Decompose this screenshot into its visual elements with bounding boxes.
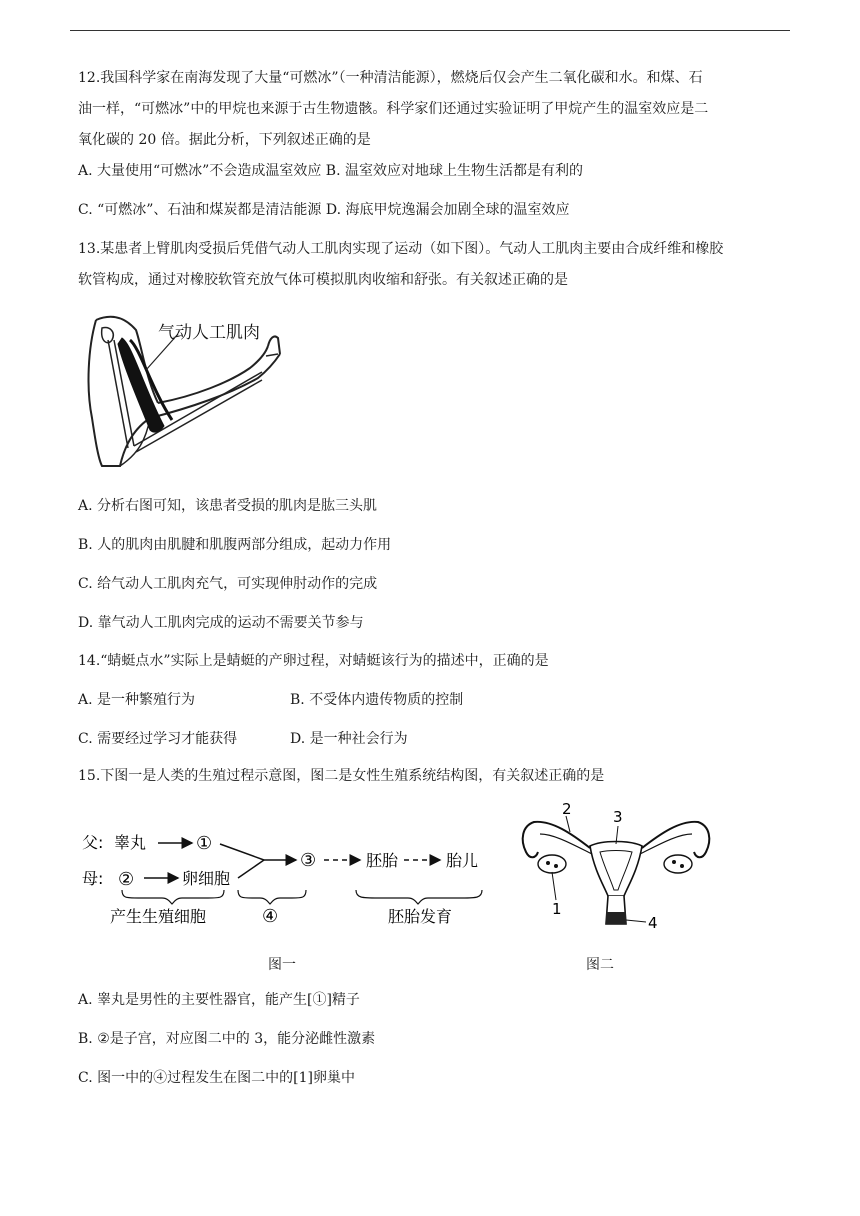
q12-stem-line-3: 氧化碳的 20 倍。据此分析，下列叙述正确的是 xyxy=(78,132,371,148)
q12-stem-line-2: 油一样，“可燃冰”中的甲烷也来源于古生物遗骸。科学家们还通过实验证明了甲烷产生的温室效应是二 xyxy=(78,101,709,117)
artificial-muscle-label: 气动人工肌肉 xyxy=(158,323,260,343)
q15-option-a: A. 睾丸是男性的主要性器官，能产生[①]精子 xyxy=(78,992,360,1008)
q15-stem: 15.下图一是人类的生殖过程示意图，图二是女性生殖系统结构图，有关叙述正确的是 xyxy=(78,768,605,784)
q14-stem: 14.“蜻蜓点水”实际上是蜻蜓的产卵过程，对蜻蜓该行为的描述中，正确的是 xyxy=(78,653,549,669)
reproduction-process-diagram xyxy=(78,818,498,930)
q12-options-cd: C. “可燃冰”、石油和煤炭都是清洁能源 D. 海底甲烷逸漏会加剧全球的温室效应 xyxy=(78,202,570,218)
fig2-label-3: 3 xyxy=(613,808,623,826)
q12-stem-line-1: 12.我国科学家在南海发现了大量“可燃冰”（一种清洁能源），燃烧后仅会产生二氧化碳和水。和煤、石 xyxy=(78,70,703,86)
q15-option-c: C. 图一中的④过程发生在图二中的[1]卵巢中 xyxy=(78,1070,355,1086)
figure-2-caption: 图二 xyxy=(586,957,614,973)
q13-stem-line-1: 13.某患者上臂肌肉受损后凭借气动人工肌肉实现了运动（如下图）。气动人工肌肉主要由合成纤维和橡胶 xyxy=(78,241,724,257)
embryo-label: 胚胎 xyxy=(366,851,399,870)
fig2-label-2: 2 xyxy=(562,800,572,818)
fetus-label: 胎儿 xyxy=(446,851,479,870)
q13-option-d: D. 靠气动人工肌肉完成的运动不需要关节参与 xyxy=(78,615,364,631)
artificial-muscle-arm-figure xyxy=(80,308,310,474)
q12-options-ab: A. 大量使用“可燃冰”不会造成温室效应 B. 温室效应对地球上生物生活都是有利的 xyxy=(78,163,583,179)
q14-option-b: B. 不受体内遗传物质的控制 xyxy=(290,692,464,708)
circled-3-label: ③ xyxy=(300,850,317,871)
q14-option-c: C. 需要经过学习才能获得 xyxy=(78,731,238,747)
q15-option-b: B. ②是子宫，对应图二中的 3，能分泌雌性激素 xyxy=(78,1031,376,1047)
figure-1-caption: 图一 xyxy=(268,957,296,973)
circled-2-label: ② xyxy=(118,869,135,890)
mother-label: 母: xyxy=(82,869,104,888)
egg-cell-label: 卵细胞 xyxy=(182,869,231,888)
female-reproductive-system-diagram xyxy=(512,800,722,940)
q13-stem-line-2: 软管构成，通过对橡胶软管充放气体可模拟肌肉收缩和舒张。有关叙述正确的是 xyxy=(78,272,568,288)
header-rule xyxy=(70,30,790,31)
q14-option-a: A. 是一种繁殖行为 xyxy=(78,692,196,708)
brace-embryo-development-label: 胚胎发育 xyxy=(388,907,453,926)
circled-1-label: ① xyxy=(196,833,213,854)
q13-option-a: A. 分析右图可知，该患者受损的肌肉是肱三头肌 xyxy=(78,498,378,514)
q13-option-c: C. 给气动人工肌肉充气，可实现伸肘动作的完成 xyxy=(78,576,378,592)
testis-label: 睾丸 xyxy=(114,833,147,852)
q14-option-d: D. 是一种社会行为 xyxy=(290,731,408,747)
q13-option-b: B. 人的肌肉由肌腱和肌腹两部分组成，起动力作用 xyxy=(78,537,392,553)
brace-circled-4-label: ④ xyxy=(262,906,279,927)
father-label: 父: xyxy=(82,833,104,852)
fig2-label-4: 4 xyxy=(648,914,658,932)
fig2-label-1: 1 xyxy=(552,900,562,918)
brace-gamete-production-label: 产生生殖细胞 xyxy=(110,907,207,926)
